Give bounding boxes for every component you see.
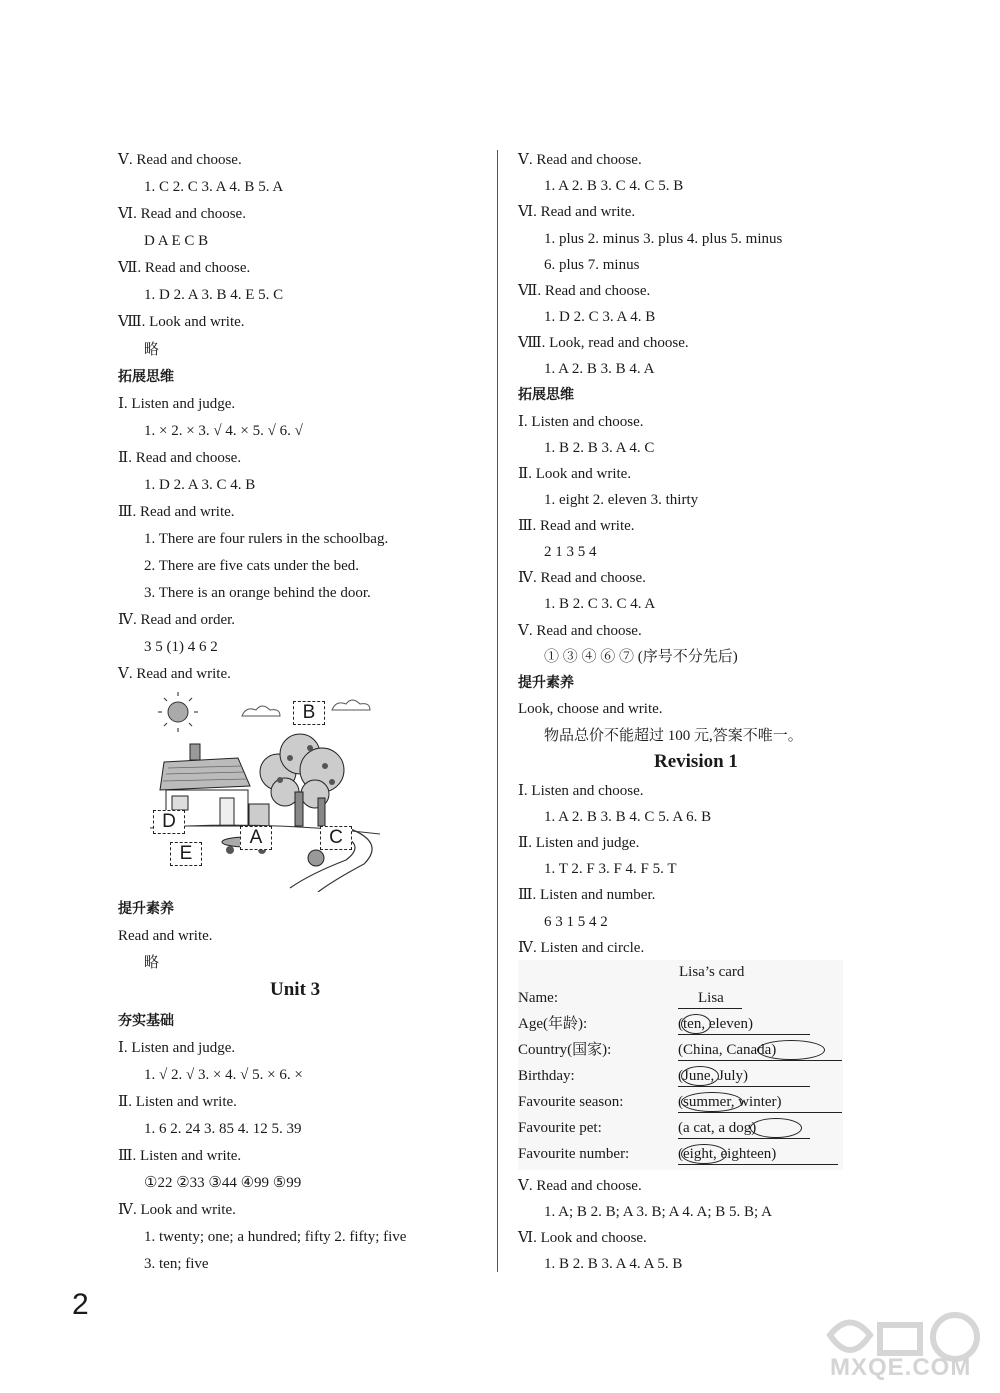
answer-line: 1. C 2. C 3. A 4. B 5. A [144,179,284,195]
section-heading: Ⅳ. Listen and circle. [518,940,645,956]
section-heading: Ⅱ. Read and choose. [118,450,242,466]
unit-title: Unit 3 [270,979,321,1000]
category-heading: 夯实基础 [118,1013,174,1029]
answer-line: 6 3 1 5 4 2 [544,914,608,930]
answer-line: 1. √ 2. √ 3. × 4. √ 5. × 6. × [144,1067,303,1083]
card-label: Favourite season: [518,1094,624,1110]
section-heading: Ⅰ. Listen and choose. [518,783,644,799]
card-value: (ten, eleven) [678,1016,753,1032]
section-heading: Ⅴ. Read and choose. [518,152,642,168]
circle-mark [681,1144,727,1164]
section-heading: Ⅰ. Listen and judge. [118,396,236,412]
answer-line: 1. twenty; one; a hundred; fifty 2. fifty; five [144,1229,407,1245]
section-heading: Ⅴ. Read and write. [118,666,231,682]
category-heading: 拓展思维 [518,387,574,403]
answer-line: ① ③ ④ ⑥ ⑦ (序号不分先后) [544,649,738,665]
section-heading: Ⅳ. Read and order. [118,612,236,628]
label-box-d: D [153,810,185,834]
answer-line: 2. There are five cats under the bed. [144,558,360,574]
answer-underline [678,1138,810,1139]
answer-line: D A E C B [144,233,209,249]
section-heading: Ⅱ. Listen and write. [118,1094,237,1110]
card-label: Favourite number: [518,1146,630,1162]
section-heading: Ⅲ. Listen and number. [518,887,656,903]
answer-line: 1. D 2. C 3. A 4. B [544,309,656,325]
section-heading: Ⅶ. Read and choose. [118,260,251,276]
circle-mark [681,1092,743,1112]
cloud-icon [332,700,370,710]
card-value: Lisa [698,990,724,1006]
answer-line: 1. B 2. B 3. A 4. C [544,440,655,456]
answer-line: 1. eight 2. eleven 3. thirty [544,492,699,508]
answer-line: 3. There is an orange behind the door. [144,585,371,601]
category-heading: 提升素养 [518,675,574,691]
section-heading: Look, choose and write. [518,701,663,717]
circle-mark [681,1014,711,1034]
section-heading: Ⅲ. Read and write. [518,518,635,534]
revision-title: Revision 1 [654,751,738,772]
answer-line: 略 [144,955,160,971]
answer-line: 略 [144,342,160,358]
card-value: (summer, winter) [678,1094,782,1110]
circle-mark [681,1066,719,1086]
cloud-icon [242,706,280,716]
section-heading: Ⅷ. Look and write. [118,314,245,330]
section-heading: Ⅳ. Read and choose. [518,570,646,586]
section-heading: Ⅵ. Look and choose. [518,1230,647,1246]
section-heading: Ⅱ. Listen and judge. [518,835,640,851]
answer-underline [678,1034,810,1035]
section-heading: Ⅷ. Look, read and choose. [518,335,689,351]
section-heading: Ⅴ. Read and choose. [518,1178,642,1194]
answer-line: 2 1 3 5 4 [544,544,597,560]
answer-underline [678,1086,810,1087]
card-value: (eight, eighteen) [678,1146,777,1162]
answer-line: 1. plus 2. minus 3. plus 4. plus 5. minus [544,231,783,247]
answer-line: 1. B 2. C 3. C 4. A [544,596,656,612]
lisa-card [518,960,843,1170]
section-heading: Ⅰ. Listen and judge. [118,1040,236,1056]
section-heading: Read and write. [118,928,213,944]
label-box-b: B [293,701,325,725]
column-divider [497,150,498,1272]
label-box-a: A [240,826,272,850]
answer-line: 1. A 2. B 3. B 4. C 5. A 6. B [544,809,712,825]
answer-line: 3. ten; five [144,1256,209,1272]
ball-icon [308,850,324,866]
answer-underline [678,1164,838,1165]
answer-line: 1. D 2. A 3. C 4. B [144,477,256,493]
section-heading: Ⅳ. Look and write. [118,1202,236,1218]
answer-line: 1. T 2. F 3. F 4. F 5. T [544,861,677,877]
circle-mark [750,1118,802,1138]
watermark-text: MXQE.COM [830,1354,972,1381]
card-value: (China, Canada) [678,1042,777,1058]
answer-line: 物品总价不能超过 100 元,答案不唯一。 [544,728,803,744]
category-heading: 提升素养 [118,901,174,917]
section-heading: Ⅵ. Read and choose. [118,206,246,222]
section-heading: Ⅴ. Read and choose. [518,623,642,639]
page-number: 2 [72,1288,89,1321]
section-heading: Ⅲ. Read and write. [118,504,235,520]
section-heading: Ⅵ. Read and write. [518,204,636,220]
section-heading: Ⅶ. Read and choose. [518,283,651,299]
answer-line: 1. A 2. B 3. C 4. C 5. B [544,178,684,194]
answer-line: 3 5 (1) 4 6 2 [144,639,218,655]
tree-icon [260,734,344,826]
answer-underline [678,1008,742,1009]
answer-line: 1. There are four rulers in the schoolbag. [144,531,389,547]
section-heading: Ⅴ. Read and choose. [118,152,242,168]
section-heading: Ⅰ. Listen and choose. [518,414,644,430]
answer-line: 1. A; B 2. B; A 3. B; A 4. A; B 5. B; A [544,1204,772,1220]
answer-line: 1. B 2. B 3. A 4. A 5. B [544,1256,683,1272]
answer-underline [678,1060,842,1061]
answer-line: ①22 ②33 ③44 ④99 ⑤99 [144,1175,302,1191]
label-box-e: E [170,842,202,866]
card-label: Age(年龄): [518,1016,588,1032]
answer-line: 1. D 2. A 3. B 4. E 5. C [144,287,284,303]
category-heading: 拓展思维 [118,369,174,385]
answer-line: 1. × 2. × 3. √ 4. × 5. √ 6. √ [144,423,303,439]
card-label: Favourite pet: [518,1120,602,1136]
answer-line: 1. A 2. B 3. B 4. A [544,361,655,377]
answer-line: 1. 6 2. 24 3. 85 4. 12 5. 39 [144,1121,302,1137]
section-heading: Ⅱ. Look and write. [518,466,632,482]
answer-underline [678,1112,842,1113]
card-label: Country(国家): [518,1042,612,1058]
card-value: (a cat, a dog) [678,1120,757,1136]
card-value: (June, July) [678,1068,748,1084]
card-label: Birthday: [518,1068,575,1084]
card-label: Name: [518,990,558,1006]
sun-icon [158,692,198,732]
label-box-c: C [320,826,352,850]
card-title: Lisa’s card [679,964,745,980]
section-heading: Ⅲ. Listen and write. [118,1148,242,1164]
answer-line: 6. plus 7. minus [544,257,640,273]
circle-mark [757,1040,825,1060]
